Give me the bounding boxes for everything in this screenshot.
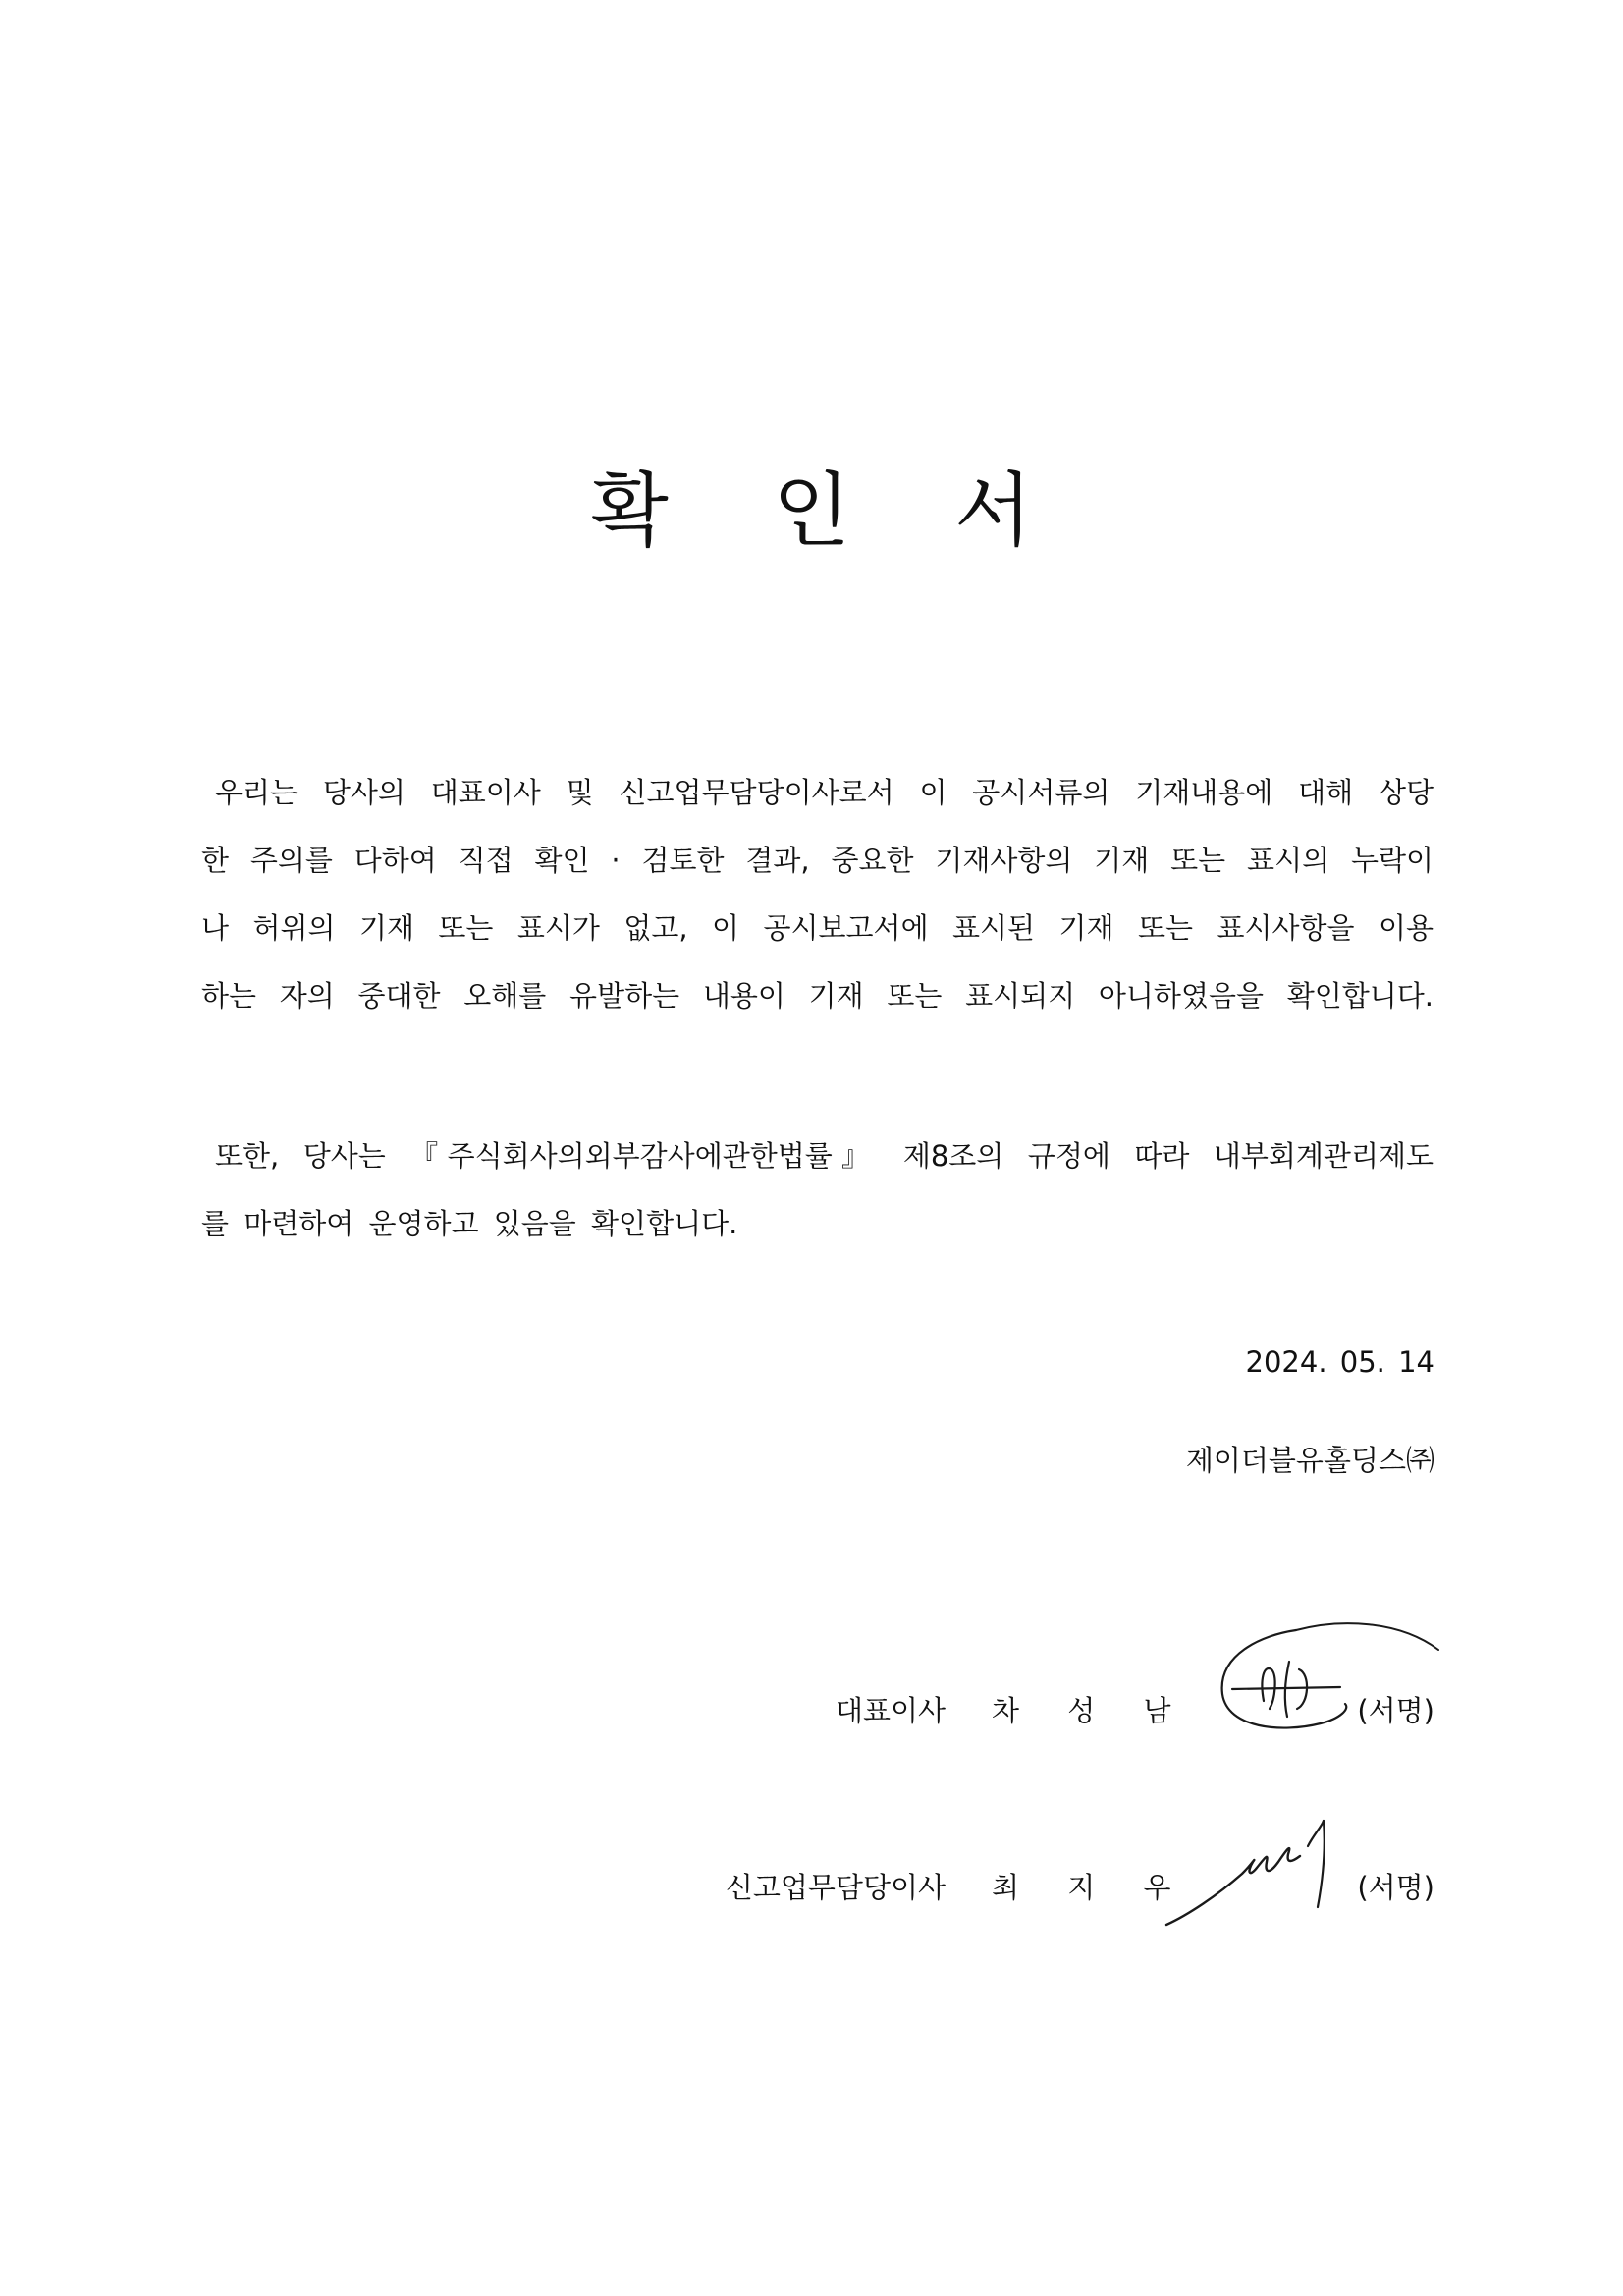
signatory-role: 신고업무담당이사 bbox=[725, 1871, 946, 1904]
paragraph-line: 를 마련하여 운영하고 있음을 확인합니다. bbox=[201, 1207, 738, 1240]
signatory-role: 대표이사 bbox=[835, 1694, 946, 1727]
company-name: 제이더블유홀딩스㈜ bbox=[1185, 1444, 1434, 1477]
paragraph-line: 한 주의를 다하여 직접 확인 · 검토한 결과, 중요한 기재사항의 기재 또는 표시의 누락이 bbox=[201, 844, 1434, 877]
body-paragraph-1 bbox=[201, 759, 1434, 1030]
signatory-name: 차 성 남 bbox=[992, 1694, 1191, 1727]
document-date: 2024. 05. 14 bbox=[1245, 1345, 1434, 1379]
signature-label: (서명) bbox=[1357, 1871, 1434, 1904]
paragraph-line: 또한, 당사는 『주식회사의외부감사에관한법률』 제8조의 규정에 따라 내부회계관리제도 bbox=[215, 1139, 1434, 1173]
paragraph-line: 하는 자의 중대한 오해를 유발하는 내용이 기재 또는 표시되지 아니하였음을 확인합니다. bbox=[201, 979, 1434, 1012]
body-paragraph-2 bbox=[201, 1122, 1434, 1258]
page-title: 확 인 서 bbox=[590, 465, 1072, 558]
signature-row-reporting-officer bbox=[0, 1846, 1623, 1915]
signature-row-ceo bbox=[0, 1669, 1623, 1738]
signatory-name: 최 지 우 bbox=[992, 1871, 1191, 1904]
paragraph-line: 우리는 당사의 대표이사 및 신고업무담당이사로서 이 공시서류의 기재내용에 대해 상당 bbox=[215, 776, 1434, 809]
signature-label: (서명) bbox=[1357, 1694, 1434, 1727]
paragraph-line: 나 허위의 기재 또는 표시가 없고, 이 공시보고서에 표시된 기재 또는 표시사항을 이용 bbox=[201, 911, 1434, 945]
